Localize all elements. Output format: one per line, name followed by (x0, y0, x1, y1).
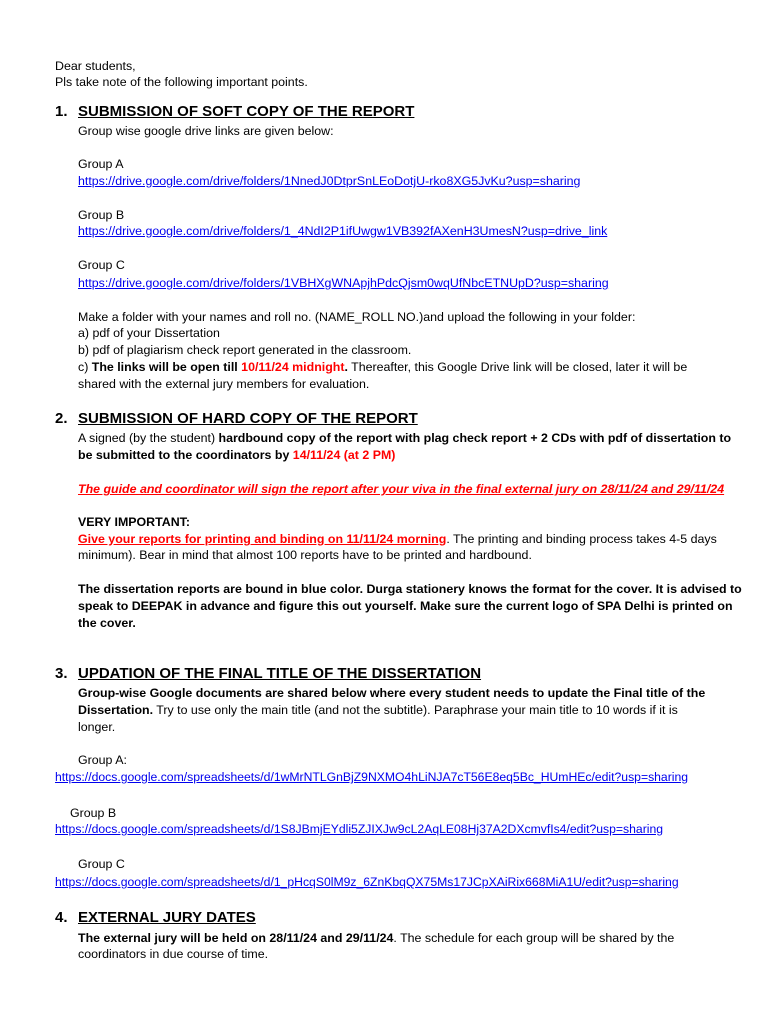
s2-printing-rest: . The printing and binding process takes 4-5 days (446, 532, 717, 546)
s1-group-a-label: Group A (78, 157, 124, 171)
s2-printing-continued: minimum). Bear in mind that almost 100 reports have to be printed and hardbound. (78, 548, 532, 562)
s3-group-b-link[interactable]: https://docs.google.com/spreadsheets/d/1S8JBmjEYdli5ZJIXJw9cL2AqLE08Hj37A2DXcmvfIs4/edit?usp=sharing (55, 822, 664, 836)
s1-folder-instruction: Make a folder with your names and roll no. (NAME_ROLL NO.)and upload the following in your folder: (78, 310, 636, 324)
s2-para1-b: hardbound copy of the report with plag check report + 2 CDs with pdf of dissertation to (218, 431, 732, 445)
s1-item-c-prefix: c) (78, 360, 92, 374)
s2-bound-line3: the cover. (78, 616, 136, 630)
s2-guide-note: The guide and coordinator will sign the report after your viva in the final external jury on 28/11/24 and 29/11/24 (78, 482, 725, 496)
s2-para1-c: be submitted to the coordinators by (78, 448, 293, 462)
section-4-number: 4. (55, 909, 68, 926)
s2-para1-line2 (78, 447, 395, 464)
s3-para-line3: longer. (78, 720, 116, 734)
intro-note: Pls take note of the following important points. (55, 75, 308, 89)
s1-item-c (78, 359, 687, 376)
s4-para-line1 (78, 930, 674, 947)
s1-group-c-label: Group C (78, 258, 125, 272)
s3-para-line2 (78, 702, 678, 719)
s3-group-a-link[interactable]: https://docs.google.com/spreadsheets/d/1wMrNTLGnBjZ9NXMO4hLiNJA7cT56E8eq5Bc_HUmHEc/edit?usp=sharing (55, 770, 689, 784)
s3-group-c-link[interactable]: https://docs.google.com/spreadsheets/d/1_pHcqS0lM9z_6ZnKbqQX75Ms17JCpXAiRix668MiA1U/edit?usp=sharing (55, 875, 679, 889)
s1-item-c-bold-end: . (344, 360, 348, 374)
s2-hardcopy-deadline: 14/11/24 (at 2 PM) (292, 448, 396, 462)
section-3-number: 3. (55, 665, 68, 682)
section-2-title: SUBMISSION OF HARD COPY OF THE REPORT (78, 410, 418, 427)
s2-very-important-label: VERY IMPORTANT: (78, 515, 190, 529)
s3-group-b-label: Group B (70, 806, 117, 820)
s2-printing-line (78, 531, 717, 548)
s1-group-b-label: Group B (78, 208, 125, 222)
s2-printing-date: Give your reports for printing and binding on 11/11/24 morning (78, 532, 447, 546)
s2-para1-line1 (78, 430, 731, 447)
s3-para-rest: Try to use only the main title (and not the subtitle). Paraphrase your main title to 10 words if it is (153, 703, 678, 717)
section-1-number: 1. (55, 103, 68, 120)
section-4-title: EXTERNAL JURY DATES (78, 909, 256, 926)
s1-item-a: a) pdf of your Dissertation (78, 326, 220, 340)
section-1-title: SUBMISSION OF SOFT COPY OF THE REPORT (78, 103, 415, 120)
s1-item-c-bold: The links will be open till (91, 360, 242, 374)
s1-item-b: b) pdf of plagiarism check report generated in the classroom. (78, 343, 412, 357)
s3-para-line1: Group-wise Google documents are shared below where every student needs to update the Final title of the (78, 686, 706, 700)
s4-jury-dates: The external jury will be held on 28/11/24 and 29/11/24 (78, 931, 394, 945)
s2-bound-line2: speak to DEEPAK in advance and figure this out yourself. Make sure the current logo of SPA Delhi is printed on (78, 599, 733, 613)
section-3-title: UPDATION OF THE FINAL TITLE OF THE DISSERTATION (78, 665, 482, 682)
s1-lead: Group wise google drive links are given below: (78, 124, 334, 138)
s1-group-b-link[interactable]: https://drive.google.com/drive/folders/1_4NdI2P1ifUwgw1VB392fAXenH3UmesN?usp=drive_link (78, 224, 608, 238)
s1-item-c-continued: shared with the external jury members for evaluation. (78, 377, 370, 391)
s4-para-rest: . The schedule for each group will be shared by the (393, 931, 675, 945)
s3-group-c-label: Group C (78, 857, 125, 871)
s4-para-line2: coordinators in due course of time. (78, 947, 269, 961)
s1-group-a-link[interactable]: https://drive.google.com/drive/folders/1NnedJ0DtprSnLEoDotjU-rko8XG5JvKu?usp=sharing (78, 174, 581, 188)
section-2-number: 2. (55, 410, 68, 427)
s3-group-a-label: Group A: (78, 753, 127, 767)
s3-para-bold: Dissertation. (78, 703, 154, 717)
s1-item-c-rest: Thereafter, this Google Drive link will be closed, later it will be (347, 360, 688, 374)
s2-bound-line1: The dissertation reports are bound in blue color. Durga stationery knows the format for the cover. It is advised to (78, 582, 742, 596)
s2-para1-a: A signed (by the student) (78, 431, 219, 445)
greeting: Dear students, (55, 59, 136, 73)
s1-group-c-link[interactable]: https://drive.google.com/drive/folders/1VBHXgWNApjhPdcQjsm0wqUfNbcETNUpD?usp=sharing (78, 276, 609, 290)
s1-deadline-date: 10/11/24 midnight (241, 360, 345, 374)
